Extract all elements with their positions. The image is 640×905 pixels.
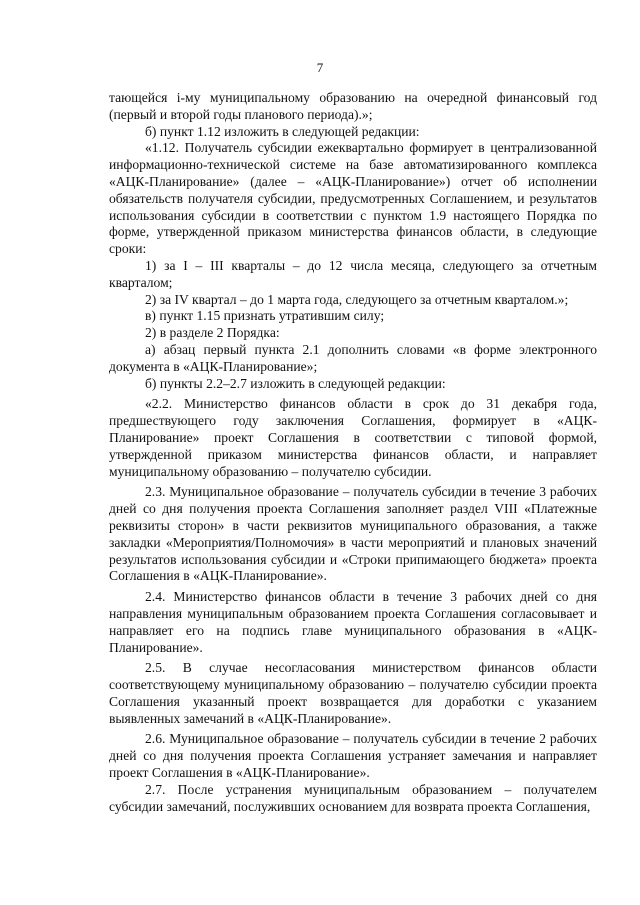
document-body (109, 90, 597, 815)
paragraph: в) пункт 1.15 признать утратившим силу; (145, 308, 385, 324)
paragraph: 2) в разделе 2 Порядка: (145, 325, 280, 341)
paragraph: 2.4. Министерство финансов области в течение 3 рабочих дней со дня направления муниципальным образованием проекта Соглашения согласовывает и направляет его на подпись главе муниципального образования в «АЦК-Планирование». (109, 589, 597, 655)
paragraph: б) пункт 1.12 изложить в следующей редакции: (145, 123, 420, 139)
page-number: 7 (316, 60, 324, 75)
paragraph: б) пункты 2.2–2.7 изложить в следующей редакции: (145, 375, 446, 391)
paragraph: 2.7. После устранения муниципальным образованием – получателем субсидии замечаний, послуживших основанием для возврата проекта Соглашения, (109, 781, 597, 814)
paragraph: «2.2. Министерство финансов области в срок до 31 декабря года, предшествующего году заключения Соглашения, формирует в «АЦК-Планирование» проект Соглашения в соответствии с типовой формой, утвержденной приказом министерства финансов области, и направляет муниципальному образованию – получателю субсидии. (109, 396, 597, 479)
paragraph: а) абзац первый пункта 2.1 дополнить словами «в форме электронного документа в «АЦК-Планирование»; (109, 341, 597, 374)
paragraph: 1) за I – III кварталы – до 12 числа месяца, следующего за отчетным кварталом; (109, 257, 597, 290)
paragraph: 2) за IV квартал – до 1 марта года, следующего за отчетным кварталом.»; (145, 291, 569, 307)
paragraph: 2.5. В случае несогласования министерством финансов области соответствующему муниципальному образованию – получателю субсидии проекта Соглашения указанный проект возвращается для доработки с указанием выявленных замечаний в «АЦК-Планирование». (109, 660, 597, 726)
paragraph: тающейся i-му муниципальному образованию на очередной финансовый год (первый и второй годы планового периода).»; (109, 90, 597, 122)
paragraph: 2.3. Муниципальное образование – получатель субсидии в течение 3 рабочих дней со дня получения проекта Соглашения заполняет раздел VIII «Платежные реквизиты сторон» в части реквизитов муниципального образования, а также закладки «Мероприятия/Полномочия» в части мероприятий и плановых значений результатов использования субсидии и «Строки припимающего бюджета» проекта Соглашения в «АЦК-Планирование». (109, 484, 597, 584)
paragraph: «1.12. Получатель субсидии ежеквартально формирует в централизованной информационно-технической системе на базе автоматизированного комплекса «АЦК-Планирование» (далее – «АЦК-Планирование») отчет об исполнении обязательств получателя субсидии, предусмотренных Соглашением, и результатов использования субсидии в соответствии с пунктом 1.9 настоящего Порядка по форме, утвержденной приказом министерства финансов области, в следующие сроки: (109, 140, 597, 257)
paragraph: 2.6. Муниципальное образование – получатель субсидии в течение 2 рабочих дней со дня получения проекта Соглашения устраняет замечания и направляет проект Соглашения в «АЦК-Планирование». (109, 731, 597, 781)
